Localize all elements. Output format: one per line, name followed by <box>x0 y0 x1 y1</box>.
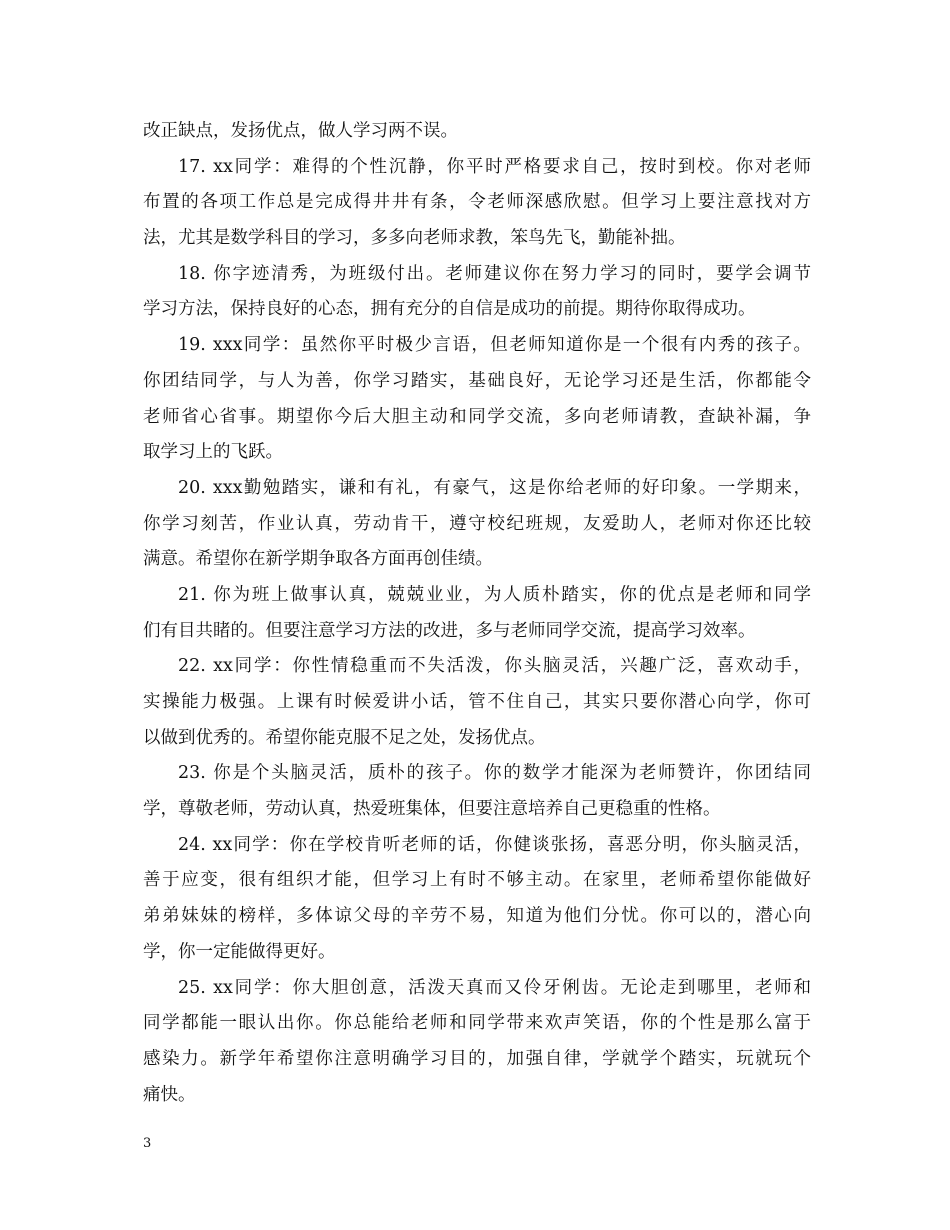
text-line: 你团结同学，与人为善，你学习踏实，基础良好，无论学习还是生活，你都能令 <box>143 370 811 391</box>
text-line: 学，你一定能做得更好。 <box>143 941 336 962</box>
text-line: 学，尊敬老师，劳动认真，热爱班集体，但要注意培养自己更稳重的性格。 <box>143 799 721 820</box>
text-line: 24. xx同学：你在学校肯听老师的话，你健谈张扬，喜恶分明，你头脑灵活， <box>178 834 811 855</box>
text-line: 老师省心省事。期望你今后大胆主动和同学交流，多向老师请教，查缺补漏，争 <box>143 406 811 427</box>
text-line: 改正缺点，发扬优点，做人学习两不误。 <box>143 121 458 141</box>
text-line: 取学习上的飞跃。 <box>143 442 283 463</box>
text-line: 21. 你为班上做事认真，兢兢业业，为人质朴踏实，你的优点是老师和同学 <box>178 584 811 605</box>
text-line: 法，尤其是数学科目的学习，多多向老师求教，笨鸟先飞，勤能补拙。 <box>143 228 686 249</box>
text-line: 同学都能一眼认出你。你总能给老师和同学带来欢声笑语，你的个性是那么富于 <box>143 1013 811 1034</box>
text-line: 以做到优秀的。希望你能克服不足之处，发扬优点。 <box>143 727 546 748</box>
text-line: 19. xxx同学：虽然你平时极少言语，但老师知道你是一个很有内秀的孩子。 <box>178 335 811 356</box>
text-line: 17. xx同学：难得的个性沉静，你平时严格要求自己，按时到校。你对老师 <box>178 156 811 177</box>
text-line: 22. xx同学：你性情稳重而不失活泼，你头脑灵活，兴趣广泛，喜欢动手， <box>178 656 811 677</box>
text-line: 18. 你字迹清秀，为班级付出。老师建议你在努力学习的同时，要学会调节 <box>178 263 811 284</box>
text-line: 实操能力极强。上课有时候爱讲小话，管不住自己，其实只要你潜心向学，你可 <box>143 692 811 712</box>
text-line: 你学习刻苦，作业认真，劳动肯干，遵守校纪班规，友爱助人，老师对你还比较 <box>143 513 811 534</box>
document-body <box>143 114 811 1113</box>
text-line: 感染力。新学年希望你注意明确学习目的，加强自律，学就学个踏实，玩就玩个 <box>143 1048 811 1069</box>
text-line: 23. 你是个头脑灵活，质朴的孩子。你的数学才能深为老师赞许，你团结同 <box>178 763 811 784</box>
text-line: 善于应变，很有组织才能，但学习上有时不够主动。在家里，老师希望你能做好 <box>143 870 811 891</box>
page-number: 3 <box>143 1136 152 1151</box>
text-line: 布置的各项工作总是完成得井井有条，令老师深感欣慰。但学习上要注意找对方 <box>143 192 811 213</box>
text-line: 痛快。 <box>143 1084 196 1105</box>
text-line: 25. xx同学：你大胆创意，活泼天真而又伶牙俐齿。无论走到哪里，老师和 <box>178 977 811 998</box>
text-line: 弟弟妹妹的榜样，多体谅父母的辛劳不易，知道为他们分忧。你可以的，潜心向 <box>143 906 811 927</box>
text-line: 满意。希望你在新学期争取各方面再创佳绩。 <box>143 549 493 570</box>
text-line: 学习方法，保持良好的心态，拥有充分的自信是成功的前提。期待你取得成功。 <box>143 299 756 320</box>
text-line: 20. xxx勤勉踏实，谦和有礼，有豪气，这是你给老师的好印象。一学期来， <box>178 477 811 498</box>
text-line: 们有目共睹的。但要注意学习方法的改进，多与老师同学交流，提高学习效率。 <box>143 620 756 641</box>
